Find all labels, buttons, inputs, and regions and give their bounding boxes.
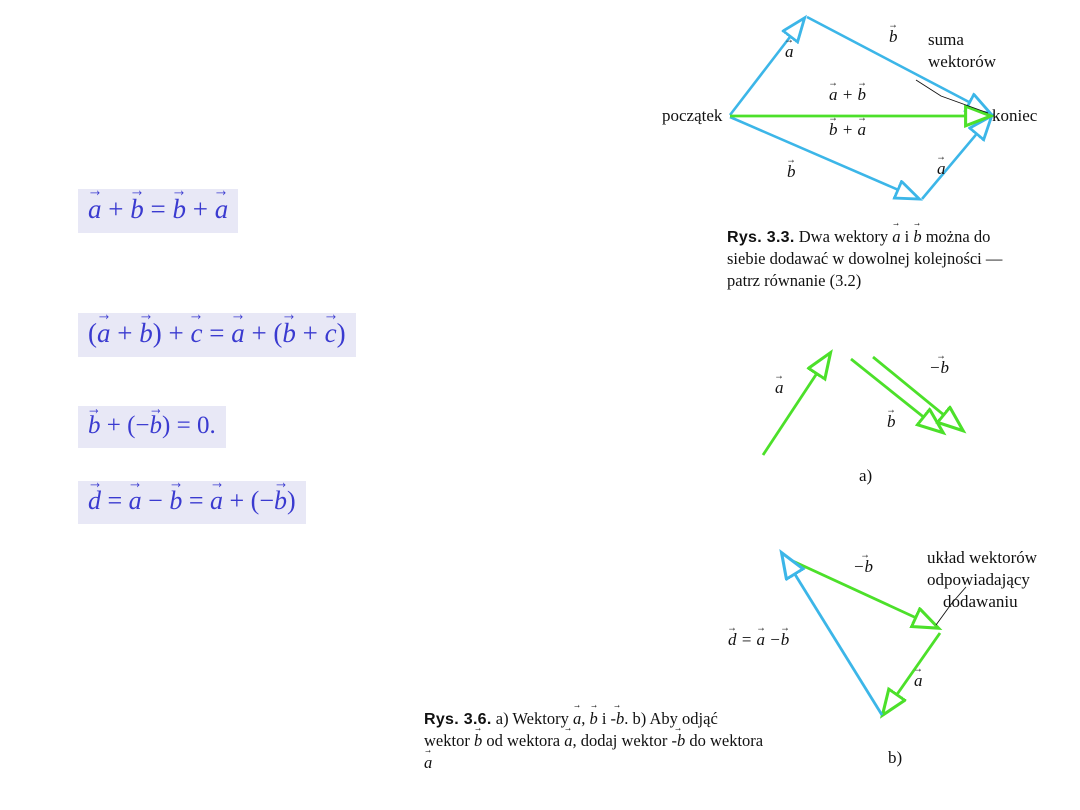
equation-associative: (a → + b →) + c → = a → + (b → + c →)	[78, 313, 356, 357]
label-b-fig36a: b →	[887, 412, 896, 432]
caption-3-3-text1: Dwa wektory	[794, 227, 893, 246]
label-vector-b-bottom: b →	[787, 162, 796, 182]
label-koniec: koniec	[992, 106, 1038, 125]
equation-commutative: a → + b → = b → + a →	[78, 189, 238, 233]
vector-b	[851, 359, 941, 431]
caption-3-6-text7: do wektora	[685, 731, 764, 751]
caption-3-6-number: Rys. 3.6.	[424, 711, 492, 728]
vector-a-bottom	[922, 118, 990, 199]
label-vector-b-top: b →	[889, 27, 898, 47]
caption-3-6-vec1: a →	[573, 708, 581, 730]
label-vector-a-top: a →	[785, 42, 794, 62]
label-vector-a-bottom: a →	[937, 159, 946, 179]
label-minus-b-fig36b: −b →	[853, 557, 873, 577]
vector-a	[884, 633, 940, 713]
label-suma-line2: wektorów	[928, 52, 996, 71]
vector-b-bottom	[730, 117, 917, 198]
label-d-result: d → = a → −b →	[728, 630, 789, 650]
vector-a	[763, 355, 829, 455]
label-poczatek: początek	[662, 106, 723, 125]
label-note-line1: układ wektorów	[927, 548, 1038, 567]
label-minus-b-fig36a: −b →	[929, 358, 949, 378]
label-panel-b: b)	[888, 748, 903, 767]
label-suma-line1: suma	[928, 30, 964, 49]
label-diagonal-a-plus-b: a → + b →	[829, 85, 866, 105]
caption-3-6-text6: , dodaj wektor	[572, 731, 672, 751]
caption-3-6-vec6: -b →	[671, 730, 685, 752]
caption-3-3-number: Rys. 3.3.	[727, 229, 795, 246]
equation-subtraction: d → = a → − b → = a → + (−b →)	[78, 481, 306, 524]
caption-3-6-text4: . b) Aby odjąć wektor	[424, 709, 718, 751]
label-note-line3: dodawaniu	[943, 592, 1018, 611]
label-panel-a: a)	[859, 466, 873, 485]
equation-inverse: b → + (−b →) = 0.	[78, 406, 226, 448]
caption-3-6-vec4: b →	[474, 730, 482, 752]
caption-3-6-text2: ,	[581, 709, 590, 728]
caption-3-6-vec5: a →	[564, 730, 572, 752]
caption-3-3-vec-b: b →	[913, 226, 921, 248]
caption-3-6-vec3: -b →	[611, 708, 625, 730]
label-diagonal-b-plus-a: b → + a →	[829, 120, 866, 140]
caption-figure-3-6	[424, 708, 764, 774]
caption-3-3-text3: można do siebie dodawać w dowolnej kolejności — patrz równanie (3.2)	[727, 227, 1003, 291]
caption-3-6-text3: i	[597, 709, 611, 728]
label-note-line2: odpowiadający	[927, 570, 1030, 589]
label-a-fig36a: a →	[775, 378, 784, 398]
caption-3-6-text5: od wektora	[482, 731, 565, 751]
caption-3-6-text1: a) Wektory	[491, 709, 573, 728]
leader-line-sum	[916, 80, 988, 113]
caption-3-3-vec-a: a →	[892, 226, 900, 248]
label-a-fig36b: a →	[914, 671, 923, 691]
caption-figure-3-3	[727, 226, 1027, 292]
caption-3-3-text2: i	[900, 227, 914, 246]
caption-3-6-vec7: a →	[424, 752, 432, 774]
caption-3-6-vec2: b →	[589, 708, 597, 730]
